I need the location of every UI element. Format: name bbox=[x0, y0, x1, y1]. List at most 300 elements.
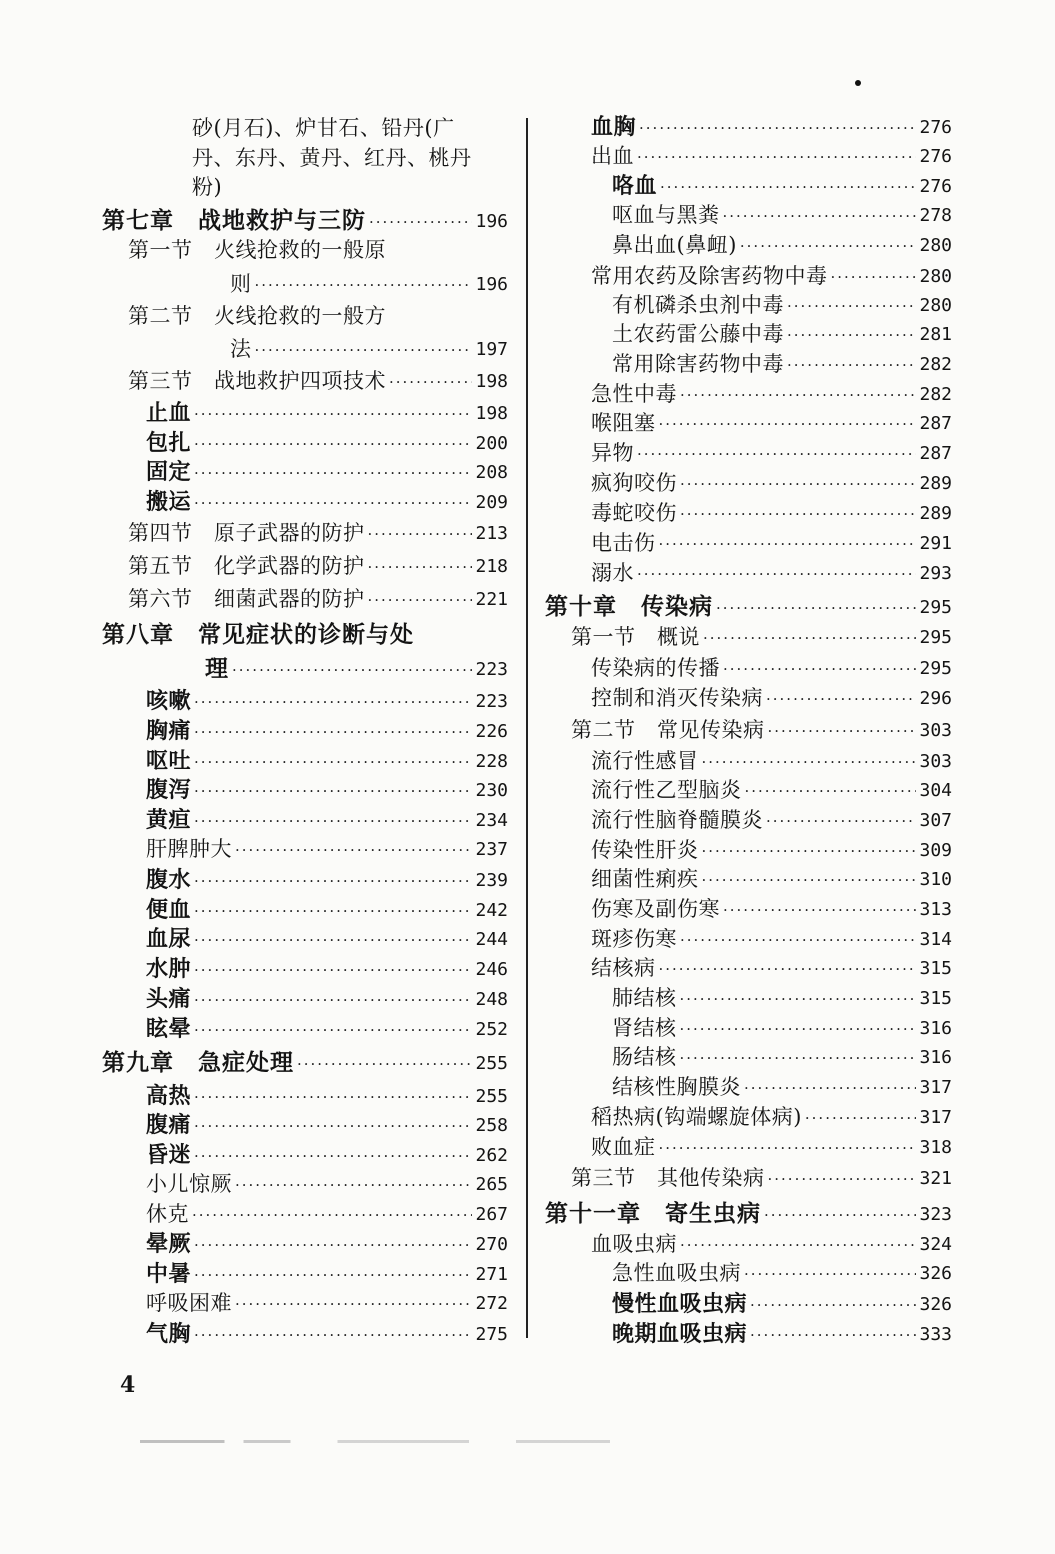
toc-entry[interactable] bbox=[591, 266, 952, 287]
toc-entry-title: 呕血与黑粪 bbox=[612, 203, 720, 227]
toc-page-number: 237 bbox=[475, 839, 508, 860]
dot-leader bbox=[680, 933, 916, 950]
toc-entry-title: 胸痛 bbox=[146, 718, 192, 744]
toc-entry[interactable] bbox=[128, 371, 508, 392]
toc-entry[interactable] bbox=[146, 1085, 508, 1107]
toc-entry-title: 咯血 bbox=[612, 173, 658, 199]
toc-entry-title: 伤寒及副伤寒 bbox=[591, 897, 720, 921]
toc-entry-title: 休克 bbox=[146, 1202, 189, 1226]
toc-entry[interactable] bbox=[146, 1293, 508, 1314]
toc-entry-title: 肠结核 bbox=[612, 1045, 677, 1069]
toc-entry-title: 第三节 战地救护四项技术 bbox=[128, 369, 386, 393]
toc-page-number: 281 bbox=[919, 324, 952, 345]
toc-entry-title: 电击伤 bbox=[591, 531, 656, 555]
toc-entry[interactable] bbox=[591, 810, 952, 831]
toc-page-number: 262 bbox=[475, 1145, 508, 1166]
toc-entry[interactable] bbox=[612, 1263, 952, 1284]
dot-leader bbox=[702, 755, 917, 772]
toc-page-number: 280 bbox=[919, 295, 952, 316]
toc-page-number: 200 bbox=[475, 433, 508, 454]
toc-page-number: 244 bbox=[475, 929, 508, 950]
toc-entry[interactable] bbox=[146, 809, 508, 831]
toc-entry[interactable] bbox=[612, 324, 952, 345]
toc-entry[interactable] bbox=[128, 556, 508, 577]
toc-entry-title: 急性中毒 bbox=[591, 382, 677, 406]
dot-leader bbox=[766, 814, 916, 831]
dot-leader bbox=[194, 1090, 472, 1107]
toc-entry[interactable] bbox=[612, 1018, 952, 1039]
toc-entry[interactable] bbox=[146, 432, 508, 454]
toc-page-number: 228 bbox=[475, 751, 508, 772]
dot-leader bbox=[680, 1238, 916, 1255]
dot-leader bbox=[194, 784, 472, 801]
toc-entry-title: 稻热病(钩端螺旋体病) bbox=[591, 1105, 802, 1129]
toc-page-number: 287 bbox=[919, 413, 952, 434]
toc-entry[interactable] bbox=[591, 929, 952, 950]
toc-entry[interactable] bbox=[146, 1233, 508, 1255]
toc-entry-title: 鼻出血(鼻衄) bbox=[612, 233, 737, 257]
dot-leader bbox=[297, 1057, 472, 1074]
toc-entry[interactable] bbox=[146, 928, 508, 950]
toc-entry[interactable] bbox=[591, 443, 952, 464]
toc-entry-title: 便血 bbox=[146, 897, 192, 923]
toc-entry[interactable] bbox=[571, 1168, 952, 1189]
toc-continuation-text: 粉) bbox=[192, 175, 223, 199]
toc-page-number: 278 bbox=[919, 205, 952, 226]
toc-page-number: 318 bbox=[919, 1137, 952, 1158]
dot-leader bbox=[194, 695, 472, 712]
toc-entry-title: 固定 bbox=[146, 459, 192, 485]
toc-entry[interactable] bbox=[591, 533, 952, 554]
toc-page-number: 295 bbox=[919, 597, 952, 618]
toc-page-number: 295 bbox=[919, 627, 952, 648]
dot-leader bbox=[659, 417, 917, 434]
toc-entry[interactable] bbox=[591, 658, 952, 679]
dot-leader bbox=[703, 631, 916, 648]
toc-entry[interactable] bbox=[146, 1174, 508, 1195]
toc-entry-title: 则 bbox=[230, 272, 252, 296]
toc-entry-title: 腹痛 bbox=[146, 1112, 192, 1138]
toc-page-number: 287 bbox=[919, 443, 952, 464]
dot-leader bbox=[750, 1298, 916, 1315]
toc-entry-title: 细菌性痢疾 bbox=[591, 867, 699, 891]
toc-entry-title: 腹泻 bbox=[146, 777, 192, 803]
toc-entry[interactable] bbox=[591, 146, 952, 167]
toc-page-number: 276 bbox=[919, 146, 952, 167]
toc-entry-title: 第六节 细菌武器的防护 bbox=[128, 587, 365, 611]
toc-page-number: 315 bbox=[919, 988, 952, 1009]
toc-entry-title: 理 bbox=[205, 655, 229, 682]
dot-leader bbox=[194, 963, 472, 980]
toc-entry-title: 流行性感冒 bbox=[591, 749, 699, 773]
toc-chapter-entry[interactable] bbox=[205, 657, 508, 680]
toc-entry[interactable] bbox=[591, 840, 952, 861]
toc-chapter-entry[interactable] bbox=[545, 595, 952, 618]
dot-leader bbox=[194, 1238, 472, 1255]
toc-entry-title: 眩晕 bbox=[146, 1016, 192, 1042]
dot-leader bbox=[702, 844, 917, 861]
toc-page-number: 295 bbox=[919, 658, 952, 679]
dot-leader bbox=[680, 1051, 917, 1068]
toc-entry-title: 第一节 概说 bbox=[571, 625, 700, 649]
toc-entry-title: 常用农药及除害药物中毒 bbox=[591, 264, 828, 288]
printer-mark bbox=[855, 80, 861, 86]
toc-entry[interactable] bbox=[128, 523, 508, 544]
toc-entry[interactable] bbox=[591, 413, 952, 434]
toc-entry-title: 呼吸困难 bbox=[146, 1291, 232, 1315]
dot-leader bbox=[192, 1208, 472, 1225]
toc-entry[interactable] bbox=[612, 175, 952, 197]
dot-leader bbox=[637, 150, 916, 167]
toc-page-number: 209 bbox=[475, 492, 508, 513]
toc-entry[interactable] bbox=[591, 688, 952, 709]
dot-leader bbox=[368, 560, 473, 577]
dot-leader bbox=[744, 1267, 916, 1284]
toc-page-number: 280 bbox=[919, 266, 952, 287]
dot-leader bbox=[659, 962, 917, 979]
column-divider bbox=[526, 118, 528, 1338]
dot-leader bbox=[368, 593, 473, 610]
toc-entry-title: 第九章 急症处理 bbox=[102, 1049, 294, 1076]
toc-page-number: 276 bbox=[919, 176, 952, 197]
toc-entry[interactable] bbox=[146, 720, 508, 742]
dot-leader bbox=[768, 1172, 917, 1189]
dot-leader bbox=[235, 843, 472, 860]
dot-leader bbox=[805, 1111, 917, 1128]
toc-entry-title: 异物 bbox=[591, 441, 634, 465]
toc-entry[interactable] bbox=[146, 1114, 508, 1136]
toc-entry[interactable] bbox=[612, 1077, 952, 1098]
toc-entry[interactable] bbox=[591, 473, 952, 494]
toc-entry-title: 晕厥 bbox=[146, 1231, 192, 1257]
dot-leader bbox=[637, 567, 916, 584]
dot-leader bbox=[637, 447, 916, 464]
toc-page-number: 221 bbox=[475, 589, 508, 610]
dot-leader bbox=[680, 1022, 917, 1039]
dot-leader bbox=[194, 407, 472, 424]
toc-entry[interactable] bbox=[571, 720, 952, 741]
dot-leader bbox=[723, 903, 916, 920]
toc-page-number: 326 bbox=[919, 1263, 952, 1284]
dot-leader bbox=[723, 662, 916, 679]
toc-entry[interactable] bbox=[612, 354, 952, 375]
toc-entry[interactable] bbox=[591, 958, 952, 979]
dot-leader bbox=[659, 1141, 917, 1158]
dot-leader bbox=[194, 874, 472, 891]
dot-leader bbox=[235, 1297, 472, 1314]
toc-entry-title: 肾结核 bbox=[612, 1016, 677, 1040]
toc-entry-title: 第七章 战地救护与三防 bbox=[102, 207, 366, 234]
toc-entry-title: 喉阻塞 bbox=[591, 411, 656, 435]
toc-entry-title: 晚期血吸虫病 bbox=[612, 1321, 748, 1347]
toc-entry[interactable] bbox=[612, 1293, 952, 1315]
toc-page-number: 293 bbox=[919, 563, 952, 584]
toc-page-number: 239 bbox=[475, 870, 508, 891]
toc-page-number: 307 bbox=[919, 810, 952, 831]
toc-section-heading: 第二节 火线抢救的一般方 bbox=[128, 304, 386, 328]
toc-page-number: 267 bbox=[475, 1204, 508, 1225]
toc-entry-title: 急性血吸虫病 bbox=[612, 1261, 741, 1285]
toc-entry[interactable] bbox=[128, 589, 508, 610]
toc-entry-title: 第五节 化学武器的防护 bbox=[128, 554, 365, 578]
dot-leader bbox=[194, 993, 472, 1010]
dot-leader bbox=[680, 992, 917, 1009]
toc-entry-title: 血尿 bbox=[146, 926, 192, 952]
dot-leader bbox=[766, 692, 916, 709]
toc-entry[interactable] bbox=[146, 1018, 508, 1040]
toc-page-number: 252 bbox=[475, 1019, 508, 1040]
dot-leader bbox=[194, 755, 472, 772]
toc-entry[interactable] bbox=[146, 690, 508, 712]
toc-page-number: 282 bbox=[919, 384, 952, 405]
toc-entry[interactable] bbox=[230, 274, 508, 295]
toc-page-number: 218 bbox=[475, 556, 508, 577]
toc-entry[interactable] bbox=[146, 750, 508, 772]
toc-page-number: 315 bbox=[919, 958, 952, 979]
toc-entry[interactable] bbox=[146, 869, 508, 891]
toc-page-number: 289 bbox=[919, 473, 952, 494]
toc-entry-title: 高热 bbox=[146, 1083, 192, 1109]
toc-continuation-text: 砂(月石)、炉甘石、铅丹(广 bbox=[192, 116, 455, 140]
toc-entry-title: 第二节 常见传染病 bbox=[571, 718, 765, 742]
toc-page-number: 309 bbox=[919, 840, 952, 861]
dot-leader bbox=[194, 1149, 472, 1166]
toc-entry-title: 咳嗽 bbox=[146, 688, 192, 714]
toc-entry[interactable] bbox=[146, 491, 508, 513]
toc-entry-title: 止血 bbox=[146, 400, 192, 426]
toc-page-number: 272 bbox=[475, 1293, 508, 1314]
toc-entry[interactable] bbox=[591, 1234, 952, 1255]
toc-entry-title: 出血 bbox=[591, 144, 634, 168]
dot-leader bbox=[255, 278, 473, 295]
toc-entry-title: 毒蛇咬伤 bbox=[591, 501, 677, 525]
dot-leader bbox=[194, 1328, 472, 1345]
dot-leader bbox=[639, 121, 916, 138]
toc-entry-title: 斑疹伤寒 bbox=[591, 927, 677, 951]
toc-page-number: 333 bbox=[919, 1324, 952, 1345]
dot-leader bbox=[680, 507, 916, 524]
toc-entry-title: 水肿 bbox=[146, 956, 192, 982]
toc-entry[interactable] bbox=[591, 751, 952, 772]
toc-page-number: 198 bbox=[475, 371, 508, 392]
toc-entry[interactable] bbox=[146, 958, 508, 980]
dot-leader bbox=[764, 1208, 916, 1225]
toc-entry-title: 第四节 原子武器的防护 bbox=[128, 521, 365, 545]
toc-entry-title: 昏迷 bbox=[146, 1142, 192, 1168]
toc-continuation-text: 丹、东丹、黄丹、红丹、桃丹 bbox=[192, 146, 472, 170]
toc-page-number: 275 bbox=[475, 1324, 508, 1345]
dot-leader bbox=[232, 663, 472, 680]
toc-entry-title: 血胸 bbox=[591, 114, 637, 140]
toc-entry-title: 血吸虫病 bbox=[591, 1232, 677, 1256]
dot-leader bbox=[745, 784, 917, 801]
toc-entry[interactable] bbox=[146, 899, 508, 921]
toc-page-number: 234 bbox=[475, 810, 508, 831]
toc-entry-title: 黄疸 bbox=[146, 807, 192, 833]
toc-page-number: 291 bbox=[919, 533, 952, 554]
dot-leader bbox=[255, 343, 473, 360]
toc-page-number: 289 bbox=[919, 503, 952, 524]
dot-leader bbox=[768, 724, 917, 741]
toc-page-number: 316 bbox=[919, 1018, 952, 1039]
toc-entry[interactable] bbox=[146, 402, 508, 424]
dot-leader bbox=[831, 270, 917, 287]
toc-entry[interactable] bbox=[591, 503, 952, 524]
toc-entry-title: 包扎 bbox=[146, 430, 192, 456]
dot-leader bbox=[235, 1178, 472, 1195]
toc-entry-title: 结核病 bbox=[591, 956, 656, 980]
toc-entry[interactable] bbox=[146, 1263, 508, 1285]
toc-page-number: 321 bbox=[919, 1168, 952, 1189]
toc-entry-title: 肝脾肿大 bbox=[146, 837, 232, 861]
toc-page-number: 248 bbox=[475, 989, 508, 1010]
toc-entry[interactable] bbox=[591, 384, 952, 405]
toc-page-number: 323 bbox=[919, 1204, 952, 1225]
toc-entry-title: 第三节 其他传染病 bbox=[571, 1166, 765, 1190]
toc-entry-title: 肺结核 bbox=[612, 986, 677, 1010]
toc-entry-title: 败血症 bbox=[591, 1135, 656, 1159]
toc-entry[interactable] bbox=[146, 461, 508, 483]
toc-page-number: 280 bbox=[919, 235, 952, 256]
dot-leader bbox=[369, 215, 472, 232]
toc-page-number: 303 bbox=[919, 751, 952, 772]
toc-entry-title: 腹水 bbox=[146, 867, 192, 893]
dot-leader bbox=[787, 328, 916, 345]
toc-entry-title: 小儿惊厥 bbox=[146, 1172, 232, 1196]
toc-page-number: 326 bbox=[919, 1294, 952, 1315]
toc-chapter-heading: 第八章 常见症状的诊断与处 bbox=[102, 621, 414, 648]
toc-page-number: 310 bbox=[919, 869, 952, 890]
toc-entry-title: 流行性乙型脑炎 bbox=[591, 778, 742, 802]
toc-page-number: 314 bbox=[919, 929, 952, 950]
toc-entry-title: 第十一章 寄生虫病 bbox=[545, 1200, 761, 1227]
toc-page-number: 196 bbox=[475, 274, 508, 295]
toc-page-number: 296 bbox=[919, 688, 952, 709]
dot-leader bbox=[368, 527, 473, 544]
toc-chapter-entry[interactable] bbox=[102, 209, 508, 232]
toc-page-number: 255 bbox=[475, 1053, 508, 1074]
toc-entry[interactable] bbox=[146, 839, 508, 860]
toc-entry-title: 第十章 传染病 bbox=[545, 593, 713, 620]
toc-entry[interactable] bbox=[146, 988, 508, 1010]
dot-leader bbox=[194, 437, 472, 454]
toc-entry[interactable] bbox=[591, 116, 952, 138]
toc-entry[interactable] bbox=[230, 339, 508, 360]
toc-entry-title: 控制和消灭传染病 bbox=[591, 686, 763, 710]
toc-entry-title: 疯狗咬伤 bbox=[591, 471, 677, 495]
dot-leader bbox=[744, 1081, 916, 1098]
toc-entry[interactable] bbox=[146, 1144, 508, 1166]
toc-page-number: 317 bbox=[919, 1107, 952, 1128]
toc-page-number: 317 bbox=[919, 1077, 952, 1098]
toc-entry-title: 传染病的传播 bbox=[591, 656, 720, 680]
toc-entry[interactable] bbox=[591, 899, 952, 920]
toc-entry-title: 传染性肝炎 bbox=[591, 838, 699, 862]
toc-entry[interactable] bbox=[591, 1137, 952, 1158]
toc-entry[interactable] bbox=[612, 205, 952, 226]
toc-entry-title: 结核性胸膜炎 bbox=[612, 1075, 741, 1099]
dot-leader bbox=[194, 725, 472, 742]
toc-page-number: 196 bbox=[475, 211, 508, 232]
toc-entry-title: 流行性脑脊髓膜炎 bbox=[591, 808, 763, 832]
toc-entry-title: 法 bbox=[230, 337, 252, 361]
toc-page-number: 304 bbox=[919, 780, 952, 801]
toc-entry-title: 慢性血吸虫病 bbox=[612, 1291, 748, 1317]
toc-page-number: 242 bbox=[475, 900, 508, 921]
toc-entry[interactable] bbox=[146, 1323, 508, 1345]
toc-page-number: 271 bbox=[475, 1264, 508, 1285]
toc-entry[interactable] bbox=[591, 563, 952, 584]
toc-entry[interactable] bbox=[146, 779, 508, 801]
toc-entry[interactable] bbox=[591, 780, 952, 801]
scan-artifact bbox=[140, 1440, 610, 1443]
toc-page-number: 270 bbox=[475, 1234, 508, 1255]
dot-leader bbox=[194, 466, 472, 483]
dot-leader bbox=[194, 496, 472, 513]
toc-entry[interactable] bbox=[591, 1107, 952, 1128]
toc-page-number: 316 bbox=[919, 1047, 952, 1068]
toc-entry-title: 溺水 bbox=[591, 561, 634, 585]
dot-leader bbox=[680, 477, 916, 494]
toc-entry-title: 气胸 bbox=[146, 1321, 192, 1347]
dot-leader bbox=[194, 814, 472, 831]
dot-leader bbox=[194, 1268, 472, 1285]
dot-leader bbox=[716, 601, 916, 618]
toc-page-number: 223 bbox=[475, 691, 508, 712]
toc-section-heading: 第一节 火线抢救的一般原 bbox=[128, 238, 386, 262]
toc-entry[interactable] bbox=[571, 627, 952, 648]
toc-entry[interactable] bbox=[612, 988, 952, 1009]
toc-page-number: 246 bbox=[475, 959, 508, 980]
dot-leader bbox=[702, 873, 917, 890]
toc-page-number: 276 bbox=[919, 117, 952, 138]
toc-page-number: 265 bbox=[475, 1174, 508, 1195]
toc-entry[interactable] bbox=[146, 1204, 508, 1225]
toc-entry-title: 有机磷杀虫剂中毒 bbox=[612, 293, 784, 317]
dot-leader bbox=[680, 388, 916, 405]
toc-entry-title: 搬运 bbox=[146, 489, 192, 515]
dot-leader bbox=[740, 239, 917, 256]
toc-page-number: 213 bbox=[475, 523, 508, 544]
toc-page-number: 197 bbox=[475, 339, 508, 360]
page-number: 4 bbox=[120, 1372, 136, 1398]
toc-chapter-entry[interactable] bbox=[545, 1202, 952, 1225]
toc-entry[interactable] bbox=[612, 1323, 952, 1345]
dot-leader bbox=[660, 180, 916, 197]
toc-entry[interactable] bbox=[612, 235, 952, 256]
dot-leader bbox=[787, 299, 916, 316]
toc-entry[interactable] bbox=[612, 1047, 952, 1068]
dot-leader bbox=[750, 1328, 916, 1345]
toc-page-number: 282 bbox=[919, 354, 952, 375]
dot-leader bbox=[194, 933, 472, 950]
toc-page-number: 208 bbox=[475, 462, 508, 483]
toc-page-number: 226 bbox=[475, 721, 508, 742]
toc-page-number: 198 bbox=[475, 403, 508, 424]
toc-entry[interactable] bbox=[612, 295, 952, 316]
toc-entry-title: 头痛 bbox=[146, 986, 192, 1012]
toc-entry-title: 常用除害药物中毒 bbox=[612, 352, 784, 376]
toc-page-number: 223 bbox=[475, 659, 508, 680]
toc-page-number: 258 bbox=[475, 1115, 508, 1136]
toc-chapter-entry[interactable] bbox=[102, 1051, 508, 1074]
toc-page-number: 303 bbox=[919, 720, 952, 741]
toc-page-number: 313 bbox=[919, 899, 952, 920]
toc-entry[interactable] bbox=[591, 869, 952, 890]
dot-leader bbox=[787, 358, 916, 375]
toc-entry-title: 土农药雷公藤中毒 bbox=[612, 322, 784, 346]
dot-leader bbox=[194, 1119, 472, 1136]
